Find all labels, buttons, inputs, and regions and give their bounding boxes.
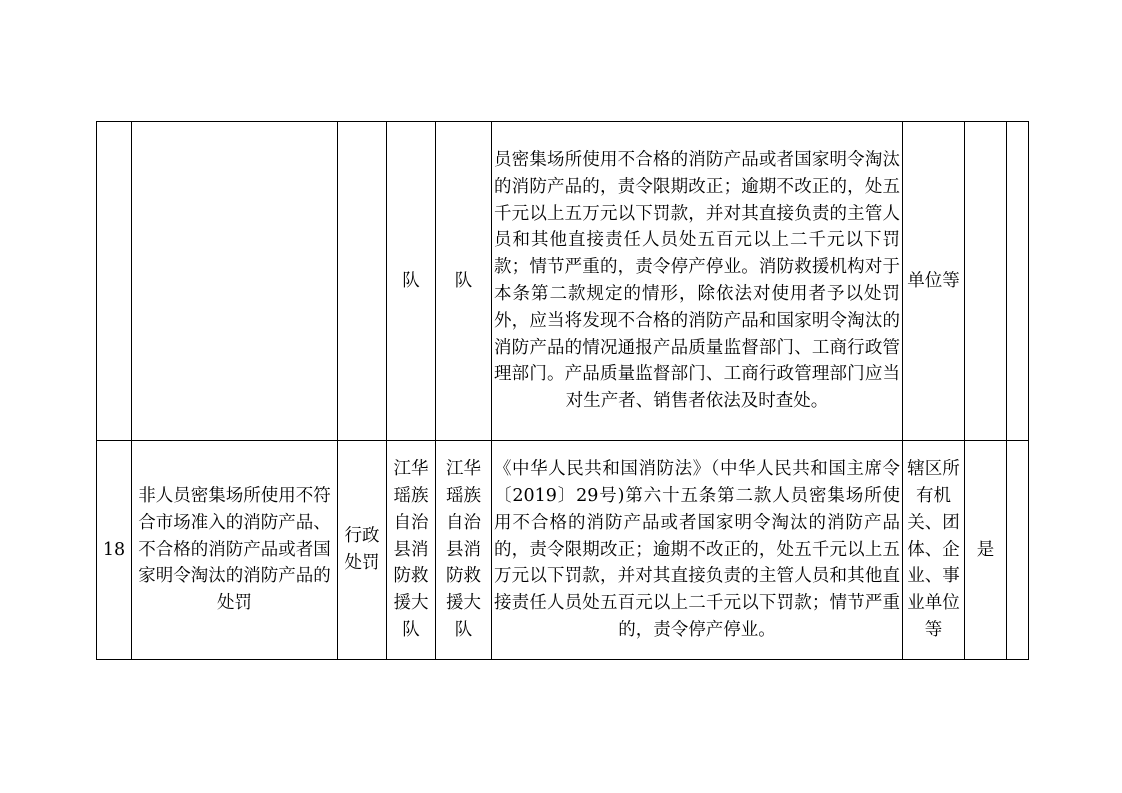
table-row [97, 122, 1029, 441]
row-number-cell: 18 [97, 441, 132, 660]
subject-cell: 江华瑶族自治县消防救援大队 [387, 441, 436, 660]
extra-cell [1007, 122, 1029, 441]
target-cell: 辖区所有机关、团体、企业、事业单位等 [903, 441, 965, 660]
subject-cell: 队 [387, 122, 436, 441]
table-row [97, 441, 1029, 660]
entity-cell: 江华瑶族自治县消防救援大队 [436, 441, 492, 660]
target-cell: 单位等 [903, 122, 965, 441]
row-number-cell [97, 122, 132, 441]
item-name-cell: 非人员密集场所使用不符合市场准入的消防产品、不合格的消防产品或者国家明令淘汰的消防产品的处罚 [132, 441, 338, 660]
category-cell [338, 122, 387, 441]
category-cell: 行政处罚 [338, 441, 387, 660]
entity-cell: 队 [436, 122, 492, 441]
enforcement-table [96, 121, 1029, 660]
extra-cell [1007, 441, 1029, 660]
flag-cell: 是 [965, 441, 1007, 660]
flag-cell [965, 122, 1007, 441]
legal-basis-cell: 《中华人民共和国消防法》（中华人民共和国主席令〔2019〕29号)第六十五条第二款人员密集场所使用不合格的消防产品或者国家明令淘汰的消防产品的，责令限期改正；逾期不改正的，处五千元以上五万元以下罚款，并对其直接负责的主管人员和其他直接责任人员处五百元以上二千元以下罚款；情节严重的，责令停产停业。 [492, 441, 903, 660]
legal-basis-cell: 员密集场所使用不合格的消防产品或者国家明令淘汰的消防产品的，责令限期改正；逾期不改正的，处五千元以上五万元以下罚款，并对其直接负责的主管人员和其他直接责任人员处五百元以上二千元以下罚款；情节严重的，责令停产停业。消防救援机构对于本条第二款规定的情形，除依法对使用者予以处罚外，应当将发现不合格的消防产品和国家明令淘汰的消防产品的情况通报产品质量监督部门、工商行政管理部门。产品质量监督部门、工商行政管理部门应当对生产者、销售者依法及时查处。 [492, 122, 903, 441]
item-name-cell [132, 122, 338, 441]
